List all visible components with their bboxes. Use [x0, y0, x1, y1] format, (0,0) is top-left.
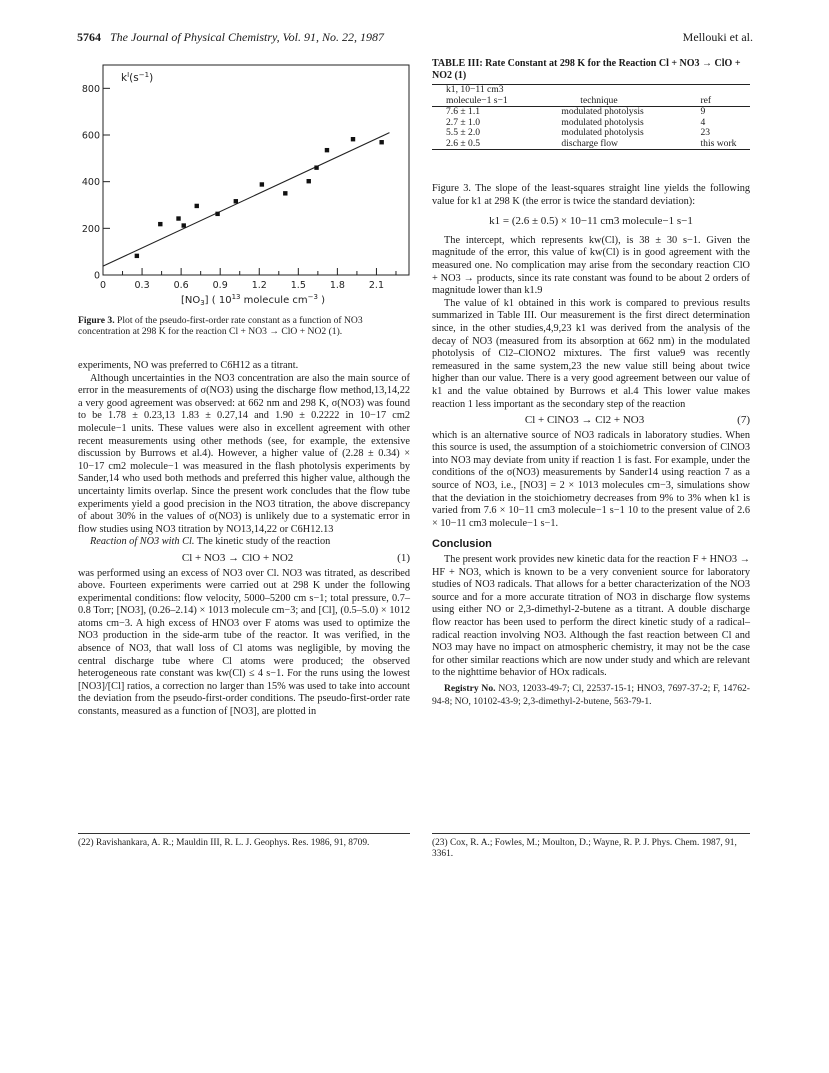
x-tick-label: 1.8 — [329, 280, 345, 291]
y-tick-label: 400 — [81, 177, 100, 189]
paragraph: which is an alternative source of NO3 radicals in laboratory studies. When this source is used, the assumption of a stoichiometric conversion of ClNO3 into NO3 may deviate from unity if reaction 1 is fast. For example, under the conditions of the σ(NO3) measurements by Sander14 using reaction 7 as a source of NO3, i.e., [NO3] = 2 × 1013 molecules cm−3, simulations show that the deviation in the stoichiometry decreases from 9% to 3% when k1 is varied from 7.6 × 10−11 cm3 molecule−1 s−1 10 to the present value of 2.6 × 10−11 cm3 molecule−1 s−1. — [432, 429, 750, 529]
table-cell: modulated photolysis — [561, 106, 644, 117]
figure-caption — [78, 315, 408, 337]
equation-1 — [78, 552, 410, 565]
data-point — [182, 223, 186, 227]
table-header-cell: technique — [527, 85, 670, 107]
table-cell: 7.6 ± 1.1 — [446, 106, 481, 117]
table-title: TABLE III: Rate Constant at 298 K for the Reaction Cl + NO3 → ClO + NO2 (1) — [432, 58, 741, 81]
paragraph: experiments, NO was preferred to C6H12 as a titrant. — [78, 360, 299, 371]
x-tick-label: 0.9 — [212, 280, 228, 291]
paragraph: The intercept, which represents kw(Cl), is 38 ± 30 s−1. Given the magnitude of the error, this value of kw(Cl) is in good agreement with the measured one. No complication may arise from the secondary reaction ClO + NO3 → products, since its rate constant was found to be about 2 orders of magnitude lower than k1.9 — [432, 234, 750, 297]
y-tick-label: 200 — [81, 223, 100, 235]
figure-caption-text: Plot of the pseudo-first-order rate constant as a function of NO3 concentration at 298 K for the reaction Cl + NO3 → ClO + NO2 (1). — [78, 315, 363, 337]
equation-number: (1) — [397, 551, 410, 564]
paragraph: was performed using an excess of NO3 over Cl. NO3 was titrated, as described above. Fourteen experiments were carried out at 298 K under the following experimental conditions: flow velocity, 5000–5200 cm s−1; total pressure, 0.7–0.8 Torr; [NO3], (0.26–2.14) × 1013 molecule cm−3; and [Cl], (0.5–5.0) × 1012 atoms cm−3. A high excess of HNO3 over F atoms was used to optimize the NO3 production in the side-arm tube of the reactor. It was verified, in the absence of NO3, that wall loss of Cl atoms was negligible, by moving the central discharge tube where Cl atoms were produced; the observed heterogeneous rate constant was kw(Cl) ≤ 4 s−1. For the runs using the lowest [NO3]/[Cl] ratios, a correction no larger than 15% was used to take into account the deviation from the pseudo-first-order conditions. The pseudo-first-order rate constants, measured as a function of [NO3], are plotted in — [78, 567, 410, 718]
table-cell: 2.6 ± 0.5 — [446, 137, 481, 149]
data-point — [307, 179, 311, 183]
paragraph: Figure 3. The slope of the least-squares straight line yields the following value for k1 at 298 K (the error is twice the standard deviation): — [432, 183, 750, 207]
journal-citation: The Journal of Physical Chemistry, Vol. 91, No. 22, 1987 — [110, 30, 384, 44]
table-header-cell: k1, 10−11 cm3 molecule−1 s−1 — [432, 85, 527, 107]
data-point — [195, 204, 199, 208]
y-tick-label: 800 — [81, 83, 100, 95]
y-axis-label: $k^I(s^{-1})$ — [121, 71, 154, 84]
section-heading-conclusion: Conclusion — [432, 538, 492, 551]
registry-numbers: Registry No. NO3, 12033-49-7; Cl, 22537-15-1; HNO3, 7697-37-2; F, 14762-94-8; NO, 10102-43-9; 2,3-dimethyl-2-butene, 563-79-1. — [432, 682, 750, 707]
right-column — [432, 183, 750, 708]
page-number: 5764 — [77, 30, 101, 44]
table-row — [432, 128, 750, 139]
table-cell: 9 — [700, 106, 706, 117]
x-tick-label: 0 — [99, 280, 107, 291]
data-point — [351, 137, 355, 141]
registry-label: Registry No. — [444, 682, 496, 694]
table-cell: 2.7 ± 1.0 — [446, 116, 481, 128]
data-point — [314, 165, 318, 169]
table-cell: modulated photolysis — [561, 127, 644, 138]
footnote-rule — [432, 833, 750, 834]
table-cell: 4 — [700, 116, 706, 128]
figure-caption-label: Figure 3. — [78, 315, 115, 326]
x-tick-label: 2.1 — [368, 280, 385, 291]
plot-area — [82, 65, 409, 291]
footnote-23: (23) Cox, R. A.; Fowles, M.; Moulton, D.; Wayne, R. P. J. Phys. Chem. 1987, 91, 3361. — [432, 838, 737, 859]
table-cell: this work — [700, 137, 737, 149]
paragraph: The value of k1 obtained in this work is compared to previous results summarized in Table III. Our measurement is the first direct determination since, in the other studies,4,9,23 k1 was derived from the analysis of the decay of NO3 (measured from its absorption at 662 nm) in the modulated photolysis of Cl2–ClONO2 mixtures. The first value9 was recently remeasured in the same system,23 the new value still being about twice higher than our value. There is a very good agreement between our value of k1 and the value obtained by Burrows et al.4 This lower value makes reaction 1 less important as the secondary step of the reaction — [432, 297, 750, 410]
data-point — [379, 140, 383, 144]
k1-equation: k1 = (2.6 ± 0.5) × 10−11 cm3 molecule−1 s−1 — [489, 215, 693, 228]
data-point — [158, 222, 162, 226]
figure-3-chart — [77, 55, 417, 315]
data-point — [176, 216, 180, 220]
table-3-grid — [432, 84, 750, 150]
table-header-row — [432, 85, 750, 107]
running-header — [77, 30, 384, 45]
table-cell: 23 — [700, 127, 711, 138]
data-point — [215, 212, 219, 216]
data-point — [135, 254, 139, 258]
y-tick-label: 600 — [81, 130, 100, 142]
footnote-rule — [78, 833, 410, 834]
equation-number: (7) — [737, 414, 750, 427]
table-row — [432, 139, 750, 150]
subsection-heading: Reaction of NO3 with Cl. — [90, 536, 195, 548]
equation-7 — [432, 414, 750, 427]
data-point — [283, 191, 287, 195]
footnote-22: (22) Ravishankara, A. R.; Mauldin III, R. L. J. Geophys. Res. 1986, 91, 8709. — [78, 838, 370, 848]
paragraph: Although uncertainties in the NO3 concentration are also the main source of error in the measurements of σ(NO3) using the discharge flow method,13,14,22 a very good agreement was observed: at 662 nm and 298 K, σ(NO3) was found to be 1.78 ± 0.23,13 1.83 ± 0.27,14 and 1.90 ± 0.2222 in 10−17 cm2 molecule−1 units. These values were also in excellent agreement with other recent measurements using other methods (see, for example, the extensive discussion by Burrows et al.4). However, a higher value of (2.28 ± 0.34) × 10−17 cm2 molecule−1 was measured in the flash photolysis experiments by Sander,14 who used both methods and preferred this higher value, although the uncertainty limits overlap. Since the present work concludes that the flow tube experiments yield a good precision in the NO3 titration, the above discrepancy of about 30% in the values of σ(NO3) is unlikely due to a systematic error in flow studies using NO3 titration by NO13,14,22 or C6H12.13 — [78, 372, 410, 535]
x-tick-label: 1.2 — [251, 280, 267, 291]
x-tick-label: 1.5 — [290, 280, 306, 291]
y-tick-label: 0 — [93, 270, 100, 282]
x-tick-label: 0.3 — [134, 280, 150, 291]
equation-text: Cl + ClNO3 → Cl2 + NO3 — [524, 414, 645, 427]
running-header-authors: Mellouki et al. — [682, 30, 753, 44]
plot-frame — [103, 65, 409, 275]
data-point — [325, 148, 329, 152]
x-tick-label: 0.6 — [173, 280, 189, 291]
table-row — [432, 107, 750, 118]
data-point — [234, 199, 238, 203]
table-3 — [432, 58, 750, 150]
equation-text: Cl + NO3 → ClO + NO2 — [181, 551, 294, 564]
x-axis-label: $[NO_3]$ ( $10^{13}$ molecule $cm^{-3}$ ) — [180, 293, 326, 307]
data-point — [260, 182, 264, 186]
table-cell: modulated photolysis — [561, 116, 644, 128]
left-column — [78, 360, 410, 719]
least-squares-fit-line — [103, 133, 389, 266]
table-header-cell: ref — [670, 85, 750, 107]
paragraph: The present work provides new kinetic data for the reaction F + HNO3 → HF + NO3, which is known to be a very convenient source for laboratory studies of NO3 radicals. That allows for a better characterization of the NO3 source and for a more accurate titration of NO3 in discharge flow systems using either NO or 2,3-dimethyl-2-butene as a titrant. A double discharge flow reactor has been used to perform the direct kinetic study of a radical–radical reaction involving NO3. Although the fast reaction between Cl and NO3 may have no impact on atmospheric chemistry, it may not be the case for other similar reactions which are now under study and which are relevant to the nighttime behavior of HOx radicals. — [432, 554, 750, 679]
table-cell: discharge flow — [561, 137, 618, 149]
table-cell: 5.5 ± 2.0 — [446, 127, 481, 138]
paragraph: Reaction of NO3 with Cl. The kinetic study of the reaction — [90, 536, 331, 548]
